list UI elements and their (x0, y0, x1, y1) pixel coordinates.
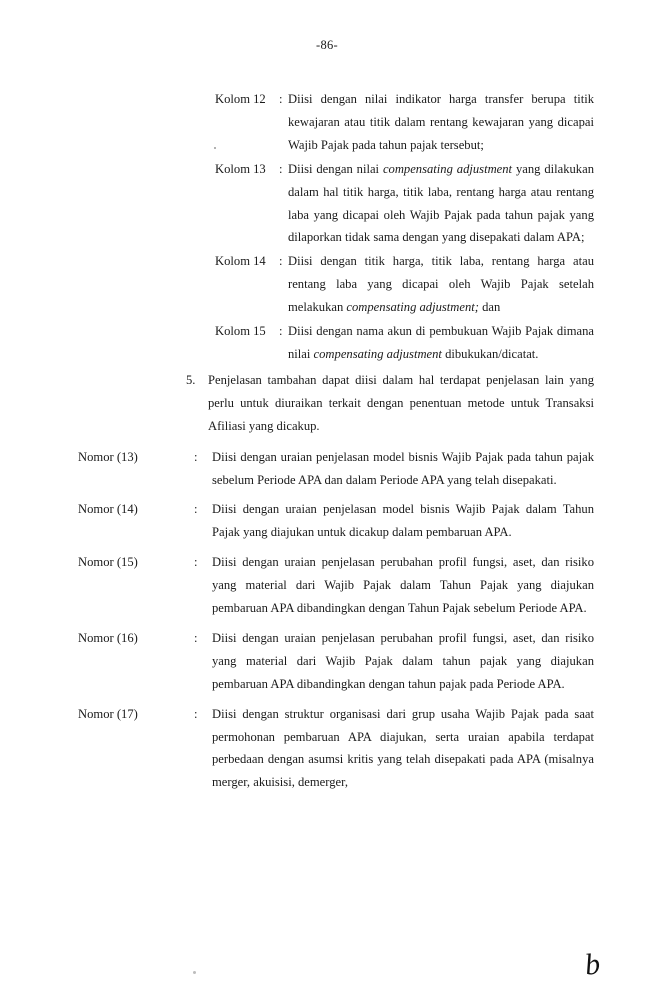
table-row (78, 446, 594, 492)
table-row (78, 703, 594, 795)
list-item (215, 250, 594, 319)
nomor-label: Nomor (13) (78, 449, 138, 464)
nomor-text: Diisi dengan uraian penjelasan perubahan profil fungsi, aset, dan risiko yang material dari Wajib Pajak dalam Tahun Pajak yang diajukan pembaruan APA dibandingkan dengan Tahun Pajak sebelum Periode APA. (212, 555, 594, 616)
page-number: -86- (315, 38, 339, 52)
nomor-colon: : (194, 555, 198, 570)
kolom-text-pre: Diisi dengan titik harga, titik laba, rentang harga atau rentang laba yang dicapai oleh Wajib Pajak setelah melakukan (288, 254, 594, 315)
signature-mark: b (583, 947, 602, 982)
list-item (215, 88, 594, 157)
kolom-label: Kolom 12 (215, 92, 266, 106)
kolom-text (288, 158, 594, 250)
kolom-colon: : (279, 161, 283, 176)
kolom-label: Kolom 13 (215, 161, 266, 176)
kolom-list (215, 88, 594, 366)
list-item (215, 320, 594, 366)
kolom-colon: : (279, 254, 283, 269)
kolom-text (288, 250, 594, 319)
nomor-colon: : (194, 502, 198, 517)
nomor-list (78, 446, 594, 795)
page-speck (193, 971, 196, 974)
nomor-label: Nomor (16) (78, 630, 138, 645)
nomor-text: Diisi dengan struktur organisasi dari grup usaha Wajib Pajak pada saat permohonan pembaruan APA diajukan, serta uraian apabila terdapat perbedaan dengan asumsi kritis yang telah disepakati pada APA (misalnya merger, akuisisi, demerger, (212, 706, 594, 790)
nomor-label: Nomor (14) (78, 502, 138, 517)
kolom-text-pre: Diisi dengan nama akun di pembukuan Wajib Pajak dimana nilai (288, 324, 594, 361)
numbered-item-text: Penjelasan tambahan dapat diisi dalam hal terdapat penjelasan lain yang perlu untuk diuraikan terkait dengan penentuan metode untuk Transaksi Afiliasi yang dicakup. (208, 372, 594, 433)
kolom-text-italic: compensating adjustment (313, 346, 442, 361)
kolom-colon: : (279, 324, 283, 339)
nomor-text: Diisi dengan uraian penjelasan model bisnis Wajib Pajak dalam Tahun Pajak yang diajukan untuk dicakup dalam pembaruan APA. (212, 502, 594, 540)
nomor-text: Diisi dengan uraian penjelasan model bisnis Wajib Pajak pada tahun pajak sebelum Periode APA dan dalam Periode APA yang telah disepakati. (212, 449, 594, 487)
table-row (78, 498, 594, 544)
kolom-text-post: dan (478, 300, 501, 315)
kolom-label: Kolom 14 (215, 254, 266, 269)
nomor-colon: : (194, 706, 198, 721)
nomor-text: Diisi dengan uraian penjelasan perubahan profil fungsi, aset, dan risiko yang material dari Wajib Pajak dalam tahun pajak yang diajukan pembaruan APA dibandingkan dengan tahun pajak pada Periode APA. (212, 630, 594, 691)
kolom-text-italic: compensating adjustment (382, 161, 513, 176)
table-row (78, 551, 594, 620)
kolom-colon: : (279, 92, 283, 106)
nomor-colon: : (194, 630, 198, 645)
nomor-label: Nomor (15) (78, 555, 138, 570)
kolom-text-pre: Diisi dengan nilai (288, 161, 383, 176)
table-row (78, 627, 594, 696)
document-content (78, 88, 594, 801)
kolom-text-post: yang dilakukan dalam hal titik harga, titik laba, rentang harga atau rentang laba yang dicapai oleh Wajib Pajak pada tahun pajak yang dilaporkan tidak sama dengan yang disepakati dalam APA; (288, 161, 594, 245)
numbered-item-5 (186, 369, 594, 438)
list-item (215, 158, 594, 250)
kolom-text-post: dibukukan/dicatat. (441, 346, 539, 361)
kolom-label: Kolom 15 (215, 324, 266, 339)
kolom-text (288, 320, 594, 366)
kolom-text-italic: compensating adjustment; (346, 300, 479, 315)
numbered-item-marker: 5. (186, 372, 196, 387)
nomor-label: Nomor (17) (78, 706, 138, 721)
nomor-colon: : (194, 449, 198, 464)
kolom-text (288, 88, 594, 157)
kolom-text-pre: Diisi dengan nilai indikator harga transfer berupa titik kewajaran atau titik dalam rentang kewajaran yang dicapai Wajib Pajak pada tahun pajak tersebut; (288, 92, 594, 152)
